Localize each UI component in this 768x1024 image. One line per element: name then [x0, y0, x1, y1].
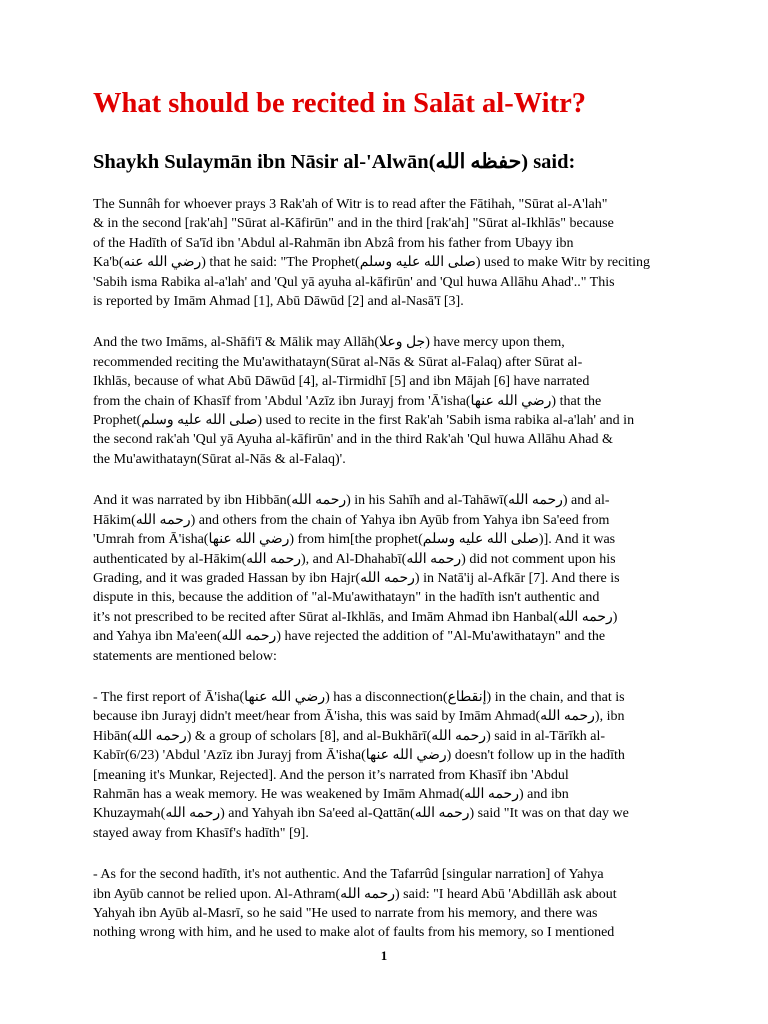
paragraph-line: because ibn Jurayj didn't meet/hear from Ā'isha, this was said by Imām Ahmad(رحمه الله), ibn [93, 709, 625, 725]
paragraph-line: 'Umrah from Ā'isha(رضي الله عنها) from him[the prophet(صلى الله عليه وسلم)]. And it was [93, 532, 616, 548]
paragraph-line: ibn Ayūb cannot be relied upon. Al-Athram(رحمه الله) said: "I heard Abū 'Abdillāh ask about [93, 886, 617, 902]
paragraph-line: Yahyah ibn Ayūb al-Masrī, so he said "He used to narrate from his memory, and there was [93, 906, 598, 921]
paragraph-line: Khuzaymah(رحمه الله) and Yahyah ibn Sa'eed al-Qattān(رحمه الله) said "It was on that day we [93, 806, 629, 822]
paragraph-line: [meaning it's Munkar, Rejected]. And the person it’s narrated from Khasīf ibn 'Abdul [93, 767, 569, 783]
paragraph-line: of the Hadīth of Sa'īd ibn 'Abdul al-Rahmān ibn Abzâ from his father from Ubayy ibn [93, 235, 574, 251]
paragraph-line: - The first report of Ā'isha(رضي الله عنها) has a disconnection(إنقطاع) in the chain, and that is [93, 689, 625, 705]
paragraph-line: Hākim(رحمه الله) and others from the chain of Yahya ibn Ayūb from Yahya ibn Sa'eed from [93, 512, 610, 528]
paragraph-line: The Sunnâh for whoever prays 3 Rak'ah of Witr is to read after the Fātihah, "Sūrat al-A'lah" [93, 197, 608, 212]
paragraph-line: nothing wrong with him, and he used to make alot of faults from his memory, so I mentioned [93, 925, 615, 941]
page-subtitle: Shaykh Sulaymān ibn Nāsir al-'Alwān(حفظه الله) said: [93, 151, 576, 173]
document-content [93, 86, 683, 965]
paragraph-line: Ikhlās, because of what Abū Dāwūd [4], al-Tirmidhī [5] and ibn Mājah [6] have narrated [93, 374, 590, 390]
paragraph-line: Hibān(رحمه الله) & a group of scholars [8], and al-Bukhārī(رحمه الله) said in al-Tārīkh al- [93, 728, 606, 744]
paragraph-line: recommended reciting the Mu'awithatayn(Sūrat al-Nās & Sūrat al-Falaq) after Sūrat al- [93, 354, 583, 370]
paragraph-line: the Mu'awithatayn(Sūrat al-Nās & al-Falaq)'. [93, 451, 346, 467]
paragraph-line: And it was narrated by ibn Hibbān(رحمه الله) in his Sahīh and al-Tahāwī(رحمه الله) and al- [93, 493, 610, 509]
paragraph [93, 865, 683, 943]
body-text [93, 195, 683, 943]
paragraph [93, 333, 683, 469]
paragraph-line: - As for the second hadīth, it's not authentic. And the Tafarrûd [singular narration] of Yahya [93, 867, 604, 883]
paragraph-line: and Yahya ibn Ma'een(رحمه الله) have rejected the addition of "Al-Mu'awithatayn" and the [93, 629, 606, 645]
paragraph-line: authenticated by al-Hākim(رحمه الله), and Al-Dhahabī(رحمه الله) did not comment upon his [93, 551, 616, 567]
page-number: 1 [380, 948, 388, 963]
paragraph-line: Rahmān has a weak memory. He was weakened by Imām Ahmad(رحمه الله) and ibn [93, 786, 569, 802]
page-title: What should be recited in Salāt al-Witr? [93, 88, 586, 119]
paragraph-line: statements are mentioned below: [93, 648, 277, 664]
paragraph [93, 195, 683, 311]
paragraph [93, 491, 683, 666]
paragraph-line: dispute in this, because the addition of "al-Mu'awithatayn" in the hadīth isn't authentic and [93, 590, 600, 606]
paragraph-line: Kabīr(6/23) 'Abdul 'Azīz ibn Jurayj from Ā'isha(رضي الله عنها) doesn't follow up in the hadīth [93, 748, 625, 764]
paragraph-line: 'Sabih isma Rabika al-a'lah' and 'Qul yā ayuha al-kāfirūn' and 'Qul huwa Allāhu Ahad'.." This [93, 274, 615, 290]
paragraph-line: & in the second [rak'ah] "Sūrat al-Kāfirūn" and in the third [rak'ah] "Sūrat al-Ikhlās" because [93, 216, 614, 232]
paragraph-line: Prophet(صلى الله عليه وسلم) used to recite in the first Rak'ah 'Sabih isma rabika al-a'lah' and in [93, 413, 635, 429]
paragraph-line: stayed away from Khasīf's hadīth" [9]. [93, 825, 309, 841]
paragraph-line: And the two Imāms, al-Shāfi'ī & Mālik may Allāh(جل وعلا) have mercy upon them, [93, 335, 565, 351]
paragraph-line: from the chain of Khasīf from 'Abdul 'Azīz ibn Jurayj from 'Ā'isha(رضي الله عنها) that the [93, 393, 602, 409]
paragraph-line: is reported by Imām Ahmad [1], Abū Dāwūd [2] and al-Nasā'ī [3]. [93, 294, 464, 310]
paragraph-line: it’s not prescribed to be recited after Sūrat al-Ikhlās, and Imām Ahmad ibn Hanbal(رحمه الله) [93, 609, 618, 625]
paragraph-line: Grading, and it was graded Hassan by ibn Hajr(رحمه الله) in Natā'ij al-Afkār [7]. And there is [93, 570, 620, 586]
paragraph-line: the second rak'ah 'Qul yā Ayuha al-kāfirūn' and in the third Rak'ah 'Qul huwa Allāhu Ahad & [93, 432, 613, 448]
paragraph-line: Ka'b(رضي الله عنه) that he said: "The Prophet(صلى الله عليه وسلم) used to make Witr by reciting [93, 255, 651, 271]
paragraph [93, 688, 683, 843]
